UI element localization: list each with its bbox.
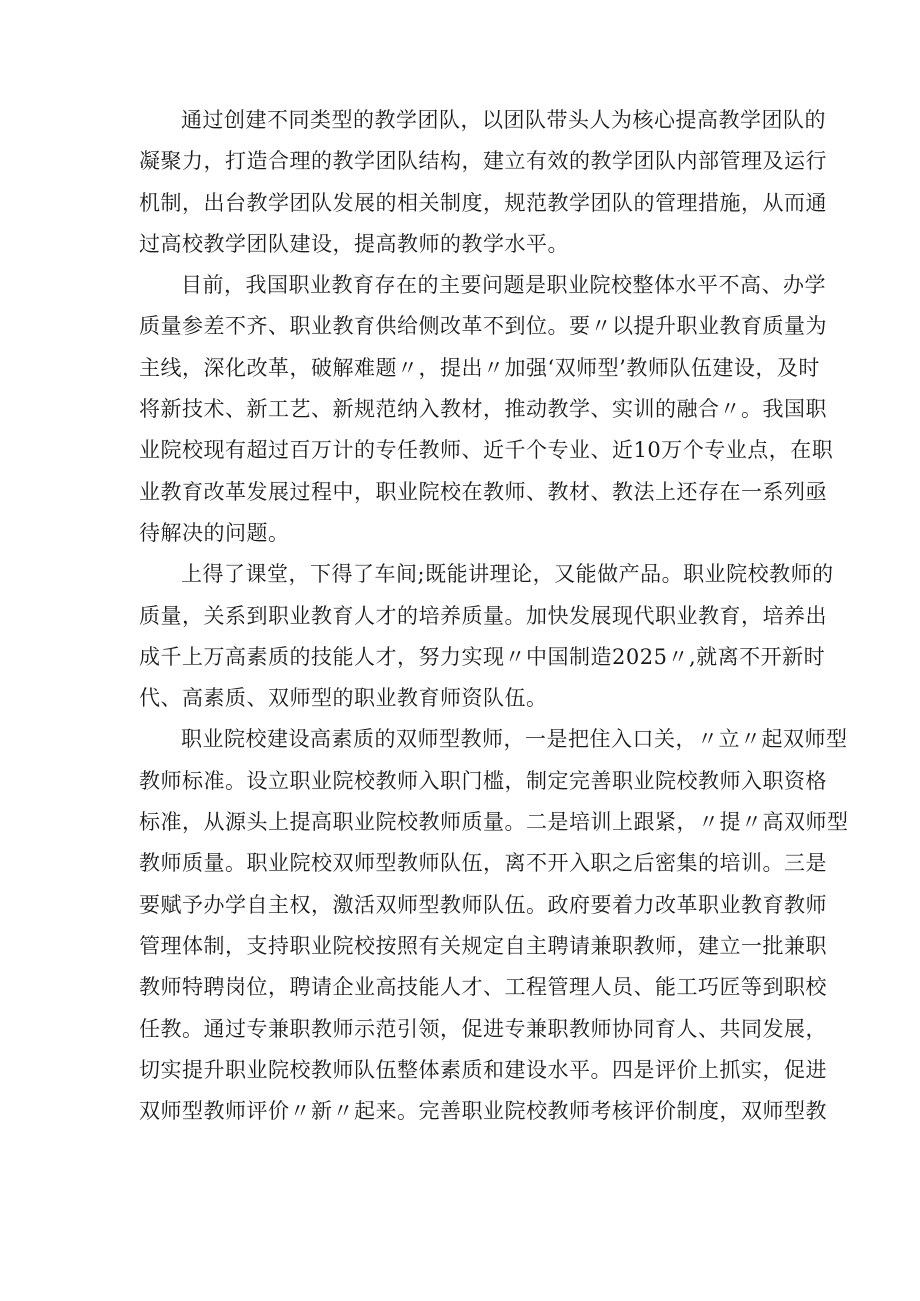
text-line: 代、高素质、双师型的职业教育师资队伍。 [139,686,548,711]
text-line: 双师型教师评价〃新〃起来。完善职业院校教师考核评价制度，双师型教 [139,1099,827,1124]
document-body [139,100,849,1132]
text-line: 业院校现有超过百万计的专任教师、近千个专业、近10万个专业点，在职 [139,438,834,463]
text-line: 机制，出台教学团队发展的相关制度，规范教学团队的管理措施，从而通 [139,190,827,215]
text-line: 标准，从源头上提高职业院校教师质量。二是培训上跟紧，〃提〃高双师型 [139,810,849,835]
text-line: 将新技术、新工艺、新规范纳入教材，推动教学、实训的融合〃。我国职 [139,397,827,422]
text-line: 上得了课堂，下得了车间;既能讲理论，又能做产品。职业院校教师的 [181,562,834,587]
text-line: 业教育改革发展过程中，职业院校在教师、教材、教法上还存在一系列亟 [139,479,827,504]
text-line: 过高校教学团队建设，提高教师的教学水平。 [139,231,569,256]
text-line: 主线，深化改革，破解难题〃，提出〃加强‘双师型’教师队伍建设，及时 [139,355,820,380]
paragraph-teacher-quality [139,554,834,719]
text-line: 教师标准。设立职业院校教师入职门槛，制定完善职业院校教师入职资格 [139,768,827,793]
text-line: 目前，我国职业教育存在的主要问题是职业院校整体水平不高、办学 [181,273,826,298]
text-line: 凝聚力，打造合理的教学团队结构，建立有效的教学团队内部管理及运行 [139,149,827,174]
paragraph-team-building [139,100,827,265]
text-line: 成千上万高素质的技能人才，努力实现〃中国制造2025〃,就离不开新时 [139,644,826,669]
text-line: 要赋予办学自主权，激活双师型教师队伍。政府要着力改革职业教育教师 [139,892,827,917]
text-line: 职业院校建设高素质的双师型教师，一是把住入口关，〃立〃起双师型 [181,727,848,752]
text-line: 管理体制，支持职业院校按照有关规定自主聘请兼职教师，建立一批兼职 [139,933,827,958]
text-line: 通过创建不同类型的教学团队，以团队带头人为核心提高教学团队的 [181,108,826,132]
text-line: 任教。通过专兼职教师示范引领，促进专兼职教师协同育人、共同发展， [139,1016,827,1041]
paragraph-dual-teacher-measures [139,719,849,1132]
text-line: 质量，关系到职业教育人才的培养质量。加快发展现代职业教育，培养出 [139,603,827,628]
text-line: 待解决的问题。 [139,520,290,545]
paragraph-vocational-problems [139,265,834,554]
text-line: 质量参差不齐、职业教育供给侧改革不到位。要〃以提升职业教育质量为 [139,314,827,339]
text-line: 教师特聘岗位，聘请企业高技能人才、工程管理人员、能工巧匠等到职校 [139,975,827,1000]
text-line: 教师质量。职业院校双师型教师队伍，离不开入职之后密集的培训。三是 [139,851,827,876]
text-line: 切实提升职业院校教师队伍整体素质和建设水平。四是评价上抓实，促进 [139,1057,827,1082]
